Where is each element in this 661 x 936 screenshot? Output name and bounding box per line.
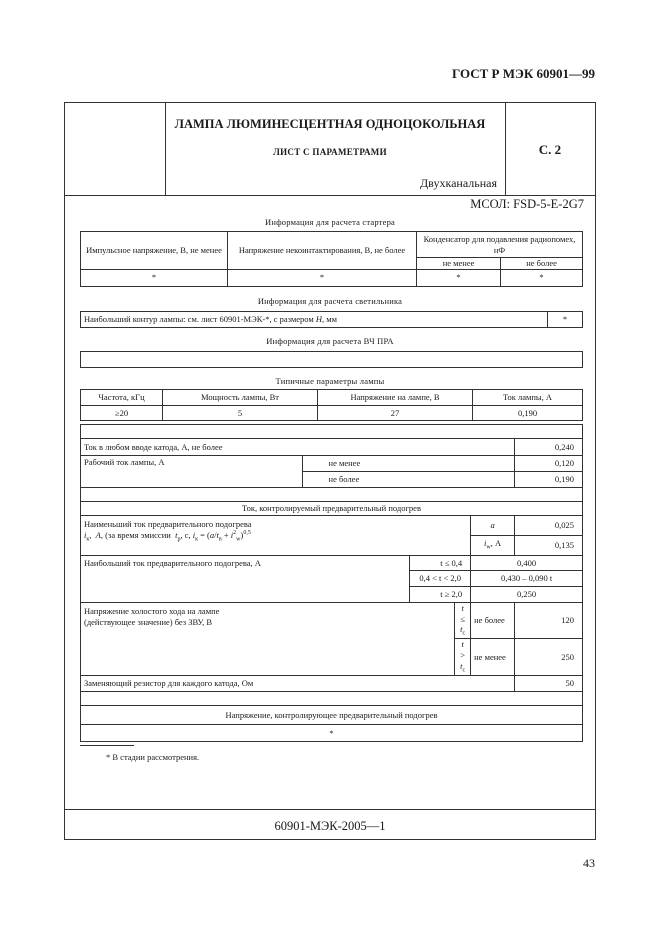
typical-power: 5 xyxy=(163,406,318,421)
luminaire-table xyxy=(80,311,583,328)
starter-col-pulse: Импульсное напряжение, В, не менее xyxy=(81,232,228,270)
footnote-rule xyxy=(80,745,134,746)
starter-heading: Информация для расчета стартера xyxy=(265,217,395,227)
luminaire-contour-text: Наибольший контур лампы: см. лист 60901-МЭК-*, с размером Н, мм xyxy=(81,312,548,328)
max-preheat-value: 0,400 xyxy=(471,556,583,571)
sheet-title: ЛАМПА ЛЮМИНЕСЦЕНТНАЯ ОДНОЦОКОЛЬНАЯ xyxy=(174,117,486,131)
typical-head-power: Мощность лампы, Вт xyxy=(163,390,318,406)
hf-empty-row xyxy=(81,352,583,368)
luminaire-value: * xyxy=(548,312,583,328)
working-max-value: 0,190 xyxy=(515,472,583,488)
working-current-label: Рабочий ток лампы, А xyxy=(81,456,303,488)
starter-col-max: не более xyxy=(501,258,583,270)
starter-value: * xyxy=(501,269,583,286)
lead-current-label: Ток в любом вводе катода, А, не более xyxy=(81,439,515,456)
spacer-row xyxy=(81,691,583,705)
starter-col-min: не менее xyxy=(417,258,501,270)
typical-frequency: ≥20 xyxy=(81,406,163,421)
typical-current: 0,190 xyxy=(473,406,583,421)
starter-table xyxy=(80,231,583,287)
lead-current-value: 0,240 xyxy=(515,439,583,456)
min-preheat-formula: $i_к$, А, (за время эмиссии $t_р$, с, $i_к = (a/t_в + i^2_w)^{0,5}$ xyxy=(84,529,251,543)
spacer-row xyxy=(81,425,583,439)
typical-table xyxy=(80,389,583,421)
luminaire-heading: Информация для расчета светильника xyxy=(257,296,403,306)
a-value: 0,025 xyxy=(515,516,583,536)
frame-divider-footer xyxy=(65,809,595,810)
max-preheat-cond: t ≤ 0,4 xyxy=(410,556,471,571)
voltage-preheat-value: * xyxy=(81,724,583,741)
starter-col-noncontact: Напряжение некоинтактирования, В, не более xyxy=(228,232,417,270)
max-preheat-cond: 0,4 < t < 2,0 xyxy=(410,571,471,587)
iw-symbol: $i_w$, А xyxy=(471,536,515,556)
standard-number: ГОСТ Р МЭК 60901—99 xyxy=(452,66,595,81)
hf-table xyxy=(80,351,583,368)
footnote: * В стадии рассмотрения. xyxy=(106,752,200,762)
resistor-value: 50 xyxy=(515,675,583,691)
typical-voltage: 27 xyxy=(318,406,473,421)
spacer-row xyxy=(81,488,583,502)
typical-heading: Типичные параметры лампы xyxy=(275,376,385,386)
min-preheat-title: Наименьший ток предварительного подогрева xyxy=(84,519,252,529)
ocv-qual: не более xyxy=(471,603,515,639)
lamp-code: МСОЛ: FSD-5-E-2G7 xyxy=(470,197,584,211)
ocv-value: 120 xyxy=(515,603,583,639)
starter-col-capacitor: Конденсатор для подавления радиопомех, нФ xyxy=(417,232,583,258)
working-min-value: 0,120 xyxy=(515,456,583,472)
ocv-qual: не менее xyxy=(471,639,515,675)
typical-head-current: Ток лампы, А xyxy=(473,390,583,406)
ocv-label: Напряжение холостого хода на лампе (действующее значение) без ЗВУ, В xyxy=(81,603,455,676)
sheet-code: 60901-МЭК-2005—1 xyxy=(274,819,386,833)
starter-value: * xyxy=(81,269,228,286)
voltage-preheat-heading: Напряжение, контролирующее предварительный подогрев xyxy=(81,705,583,724)
ocv-cond: $t > t_c$ xyxy=(455,639,471,675)
sheet-subtitle: ЛИСТ С ПАРАМЕТРАМИ xyxy=(273,147,387,157)
working-min-label: не менее xyxy=(302,456,515,472)
frame-divider-header xyxy=(65,195,595,196)
max-preheat-cond: t ≥ 2,0 xyxy=(410,587,471,603)
page-number: 43 xyxy=(583,856,595,870)
resistor-label: Заменяющий резистор для каждого катода, Ом xyxy=(81,675,515,691)
typical-head-voltage: Напряжение на лампе, В xyxy=(318,390,473,406)
max-preheat-value: 0,250 xyxy=(471,587,583,603)
lamp-variant: Двухканальная xyxy=(420,176,497,190)
ocv-cond: $t \le t_c$ xyxy=(455,603,471,639)
main-parameters-table xyxy=(80,424,583,742)
ocv-value: 250 xyxy=(515,639,583,675)
starter-value: * xyxy=(228,269,417,286)
iw-value: 0,135 xyxy=(515,536,583,556)
sheet-number: С. 2 xyxy=(538,142,562,157)
preheat-heading: Ток, контролируемый предварительный подогрев xyxy=(81,502,583,516)
typical-head-frequency: Частота, кГц xyxy=(81,390,163,406)
max-preheat-label: Наибольший ток предварительного подогрева, А xyxy=(81,556,410,603)
hf-heading: Информация для расчета ВЧ ПРА xyxy=(266,336,394,346)
a-symbol: a xyxy=(471,516,515,536)
working-max-label: не более xyxy=(302,472,515,488)
max-preheat-value: 0,430 – 0,090 t xyxy=(471,571,583,587)
min-preheat-label xyxy=(81,516,471,556)
starter-value: * xyxy=(417,269,501,286)
